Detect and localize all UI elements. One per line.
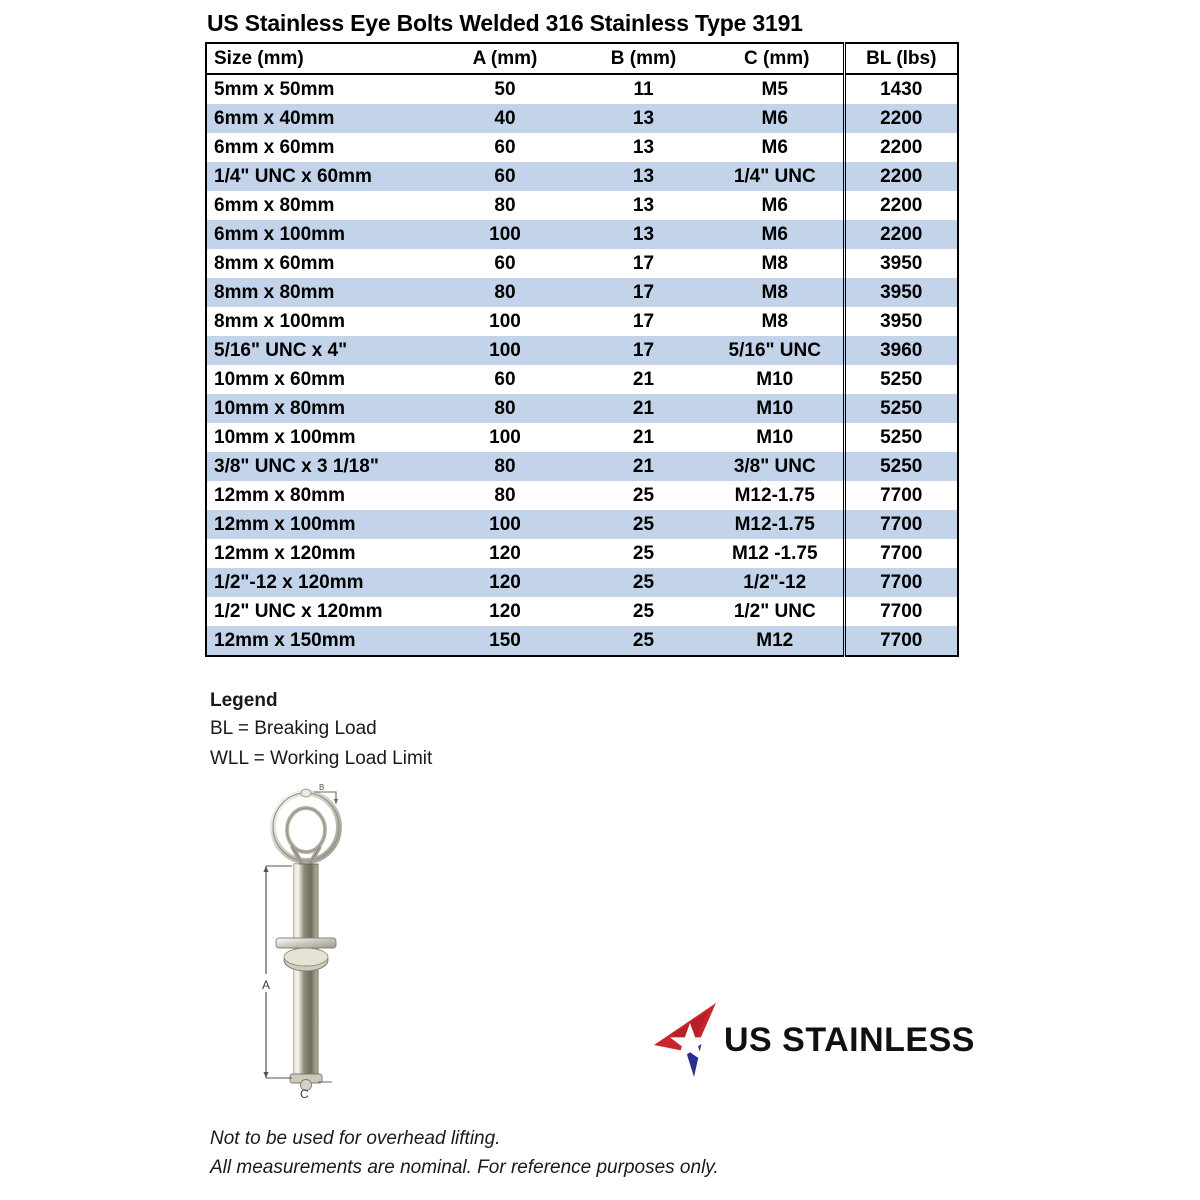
eye-bolt-illustration [248,782,388,1102]
column-header-c: C (mm) [711,43,844,74]
logo-wordmark: US STAINLESS [724,1020,975,1059]
cell-bl: 5250 [844,365,958,394]
cell-c: M12 [711,626,844,656]
cell-bl: 7700 [844,539,958,568]
cell-a: 60 [434,133,576,162]
cell-size: 6mm x 100mm [206,220,434,249]
cell-size: 12mm x 80mm [206,481,434,510]
cell-bl: 2200 [844,162,958,191]
table-row [206,394,958,423]
cell-bl: 2200 [844,220,958,249]
disclaimer-line-2: All measurements are nominal. For reference purposes only. [210,1157,719,1179]
cell-size: 12mm x 120mm [206,539,434,568]
cell-a: 100 [434,220,576,249]
cell-a: 80 [434,394,576,423]
table-row [206,104,958,133]
dimension-b-label: B [319,783,325,792]
disclaimer-line-1: Not to be used for overhead lifting. [210,1128,501,1149]
cell-a: 100 [434,510,576,539]
cell-bl: 3960 [844,336,958,365]
cell-bl: 7700 [844,481,958,510]
dimension-a-marker [259,866,292,1078]
cell-size: 10mm x 100mm [206,423,434,452]
cell-b: 13 [576,104,711,133]
column-header-size: Size (mm) [206,43,434,74]
cell-a: 100 [434,307,576,336]
cell-a: 150 [434,626,576,656]
cell-size: 1/2"-12 x 120mm [206,568,434,597]
cell-size: 8mm x 100mm [206,307,434,336]
cell-b: 13 [576,220,711,249]
eye-bolt-diagram [248,782,388,1102]
cell-bl: 3950 [844,249,958,278]
shank-shape [276,864,336,1091]
legend [210,690,432,774]
cell-a: 60 [434,162,576,191]
table-row [206,568,958,597]
cell-bl: 3950 [844,307,958,336]
table-row [206,249,958,278]
table-row [206,597,958,626]
us-stainless-logo [650,1000,975,1080]
table-header [206,43,958,74]
cell-a: 80 [434,278,576,307]
cell-size: 6mm x 80mm [206,191,434,220]
cell-c: 1/2" UNC [711,597,844,626]
dimension-a-label: A [262,978,271,992]
cell-a: 120 [434,597,576,626]
cell-a: 80 [434,191,576,220]
cell-bl: 2200 [844,191,958,220]
cell-b: 25 [576,481,711,510]
legend-line-wll: WLL = Working Load Limit [210,747,433,769]
page-title: US Stainless Eye Bolts Welded 316 Stainless Type 3191 [207,10,803,36]
cell-size: 10mm x 80mm [206,394,434,423]
table-row [206,278,958,307]
cell-c: M10 [711,423,844,452]
cell-b: 17 [576,336,711,365]
cell-b: 17 [576,307,711,336]
legend-line-bl: BL = Breaking Load [210,718,377,739]
cell-c: M10 [711,394,844,423]
cell-b: 13 [576,133,711,162]
cell-c: 1/2"-12 [711,568,844,597]
cell-a: 40 [434,104,576,133]
cell-c: M8 [711,307,844,336]
cell-c: 5/16" UNC [711,336,844,365]
cell-b: 17 [576,249,711,278]
cell-bl: 3950 [844,278,958,307]
disclaimer [210,1124,719,1183]
cell-b: 13 [576,191,711,220]
cell-b: 21 [576,365,711,394]
table-row [206,74,958,104]
cell-bl: 7700 [844,568,958,597]
cell-c: M12-1.75 [711,481,844,510]
cell-bl: 5250 [844,452,958,481]
cell-a: 120 [434,539,576,568]
cell-a: 80 [434,481,576,510]
column-header-bl: BL (lbs) [844,43,958,74]
cell-c: M5 [711,74,844,104]
cell-a: 50 [434,74,576,104]
cell-b: 25 [576,568,711,597]
cell-a: 80 [434,452,576,481]
cell-b: 21 [576,423,711,452]
cell-bl: 5250 [844,394,958,423]
cell-b: 25 [576,626,711,656]
cell-a: 100 [434,336,576,365]
cell-a: 120 [434,568,576,597]
cell-size: 10mm x 60mm [206,365,434,394]
legend-heading: Legend [210,690,278,711]
table-row [206,336,958,365]
cell-bl: 2200 [844,104,958,133]
cell-bl: 7700 [844,626,958,656]
cell-c: M12 -1.75 [711,539,844,568]
cell-size: 3/8" UNC x 3 1/18" [206,452,434,481]
table-row [206,626,958,656]
cell-bl: 1430 [844,74,958,104]
cell-bl: 2200 [844,133,958,162]
cell-bl: 5250 [844,423,958,452]
table-header-row [206,43,958,74]
cell-b: 21 [576,394,711,423]
column-header-b: B (mm) [576,43,711,74]
cell-size: 8mm x 60mm [206,249,434,278]
table-row [206,452,958,481]
cell-a: 60 [434,365,576,394]
cell-c: M6 [711,133,844,162]
cell-bl: 7700 [844,597,958,626]
logo-mark-icon [650,1001,728,1079]
eye-ring-shape [273,789,339,864]
table-row [206,307,958,336]
cell-b: 17 [576,278,711,307]
cell-size: 5/16" UNC x 4" [206,336,434,365]
table-row [206,510,958,539]
spec-table-container [205,42,957,657]
cell-size: 1/4" UNC x 60mm [206,162,434,191]
cell-c: M6 [711,104,844,133]
cell-c: 1/4" UNC [711,162,844,191]
spec-table [205,42,959,657]
cell-b: 25 [576,510,711,539]
cell-c: 3/8" UNC [711,452,844,481]
cell-c: M6 [711,191,844,220]
cell-b: 25 [576,539,711,568]
column-header-a: A (mm) [434,43,576,74]
cell-c: M8 [711,249,844,278]
cell-c: M6 [711,220,844,249]
table-row [206,481,958,510]
cell-size: 5mm x 50mm [206,74,434,104]
cell-size: 12mm x 150mm [206,626,434,656]
cell-b: 11 [576,74,711,104]
dimension-c-label: C [300,1087,309,1101]
cell-bl: 7700 [844,510,958,539]
cell-size: 8mm x 80mm [206,278,434,307]
cell-c: M12-1.75 [711,510,844,539]
table-row [206,191,958,220]
cell-size: 6mm x 60mm [206,133,434,162]
cell-c: M8 [711,278,844,307]
cell-size: 6mm x 40mm [206,104,434,133]
table-row [206,365,958,394]
cell-size: 1/2" UNC x 120mm [206,597,434,626]
table-row [206,220,958,249]
table-row [206,539,958,568]
table-row [206,133,958,162]
cell-a: 60 [434,249,576,278]
cell-size: 12mm x 100mm [206,510,434,539]
table-row [206,162,958,191]
cell-b: 13 [576,162,711,191]
cell-c: M10 [711,365,844,394]
table-body [206,74,958,656]
cell-b: 25 [576,597,711,626]
cell-b: 21 [576,452,711,481]
cell-a: 100 [434,423,576,452]
table-row [206,423,958,452]
